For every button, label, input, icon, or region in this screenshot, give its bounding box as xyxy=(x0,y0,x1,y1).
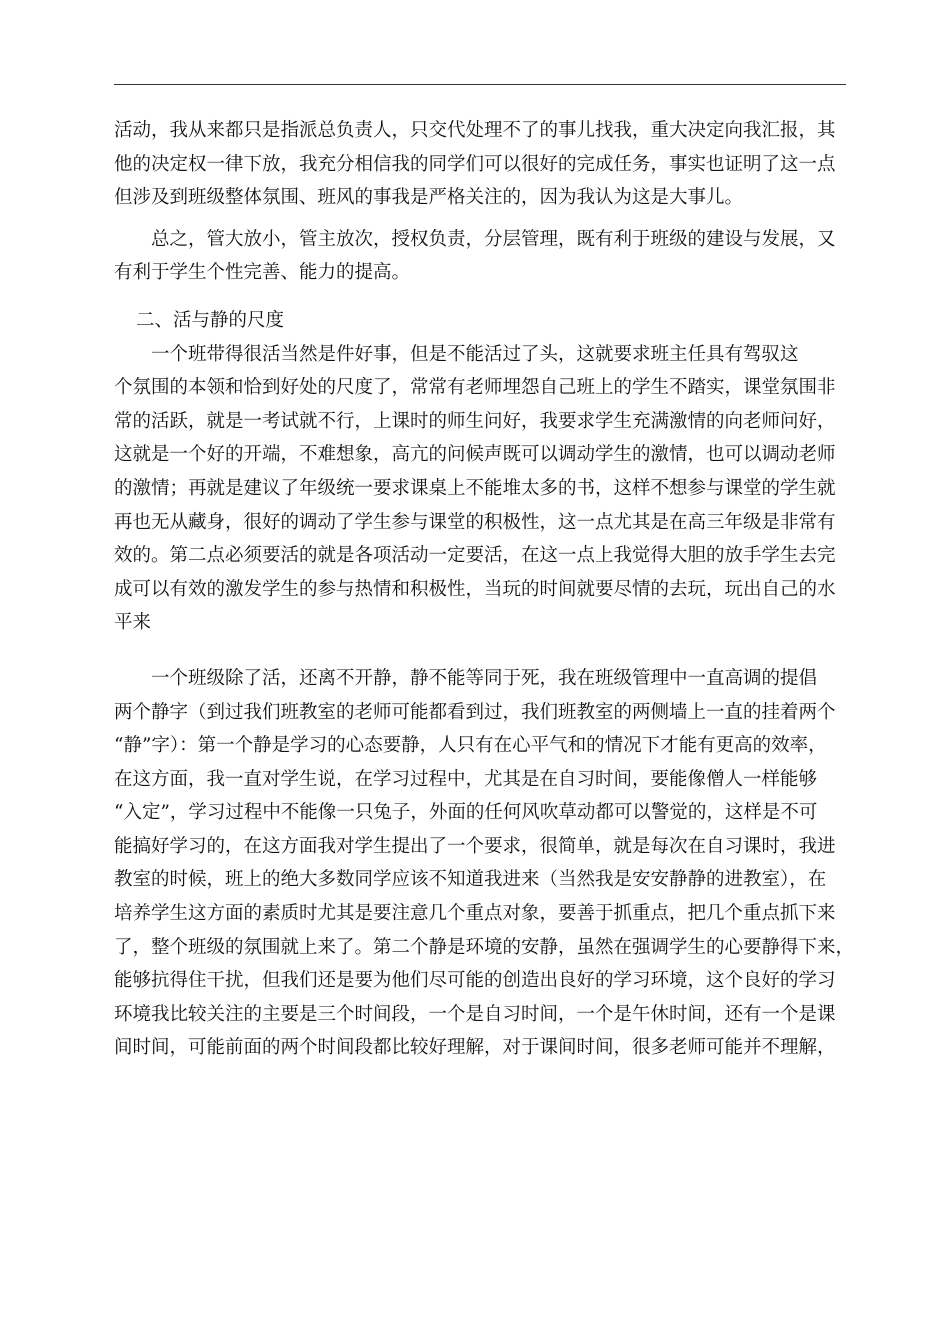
text-line: 总之，管大放小，管主放次，授权负责，分层管理，既有利于班级的建设与发展，又 xyxy=(114,228,836,250)
text-line: 活动，我从来都只是指派总负责人，只交代处理不了的事儿找我，重大决定向我汇报，其 xyxy=(114,120,836,141)
text-line: 但涉及到班级整体氛围、班风的事我是严格关注的，因为我认为这是大事儿。 xyxy=(114,187,744,209)
text-line: 平来 xyxy=(114,612,152,634)
text-line: 教室的时候，班上的绝大多数同学应该不知道我进来（当然我是安安静静的进教室），在 xyxy=(114,869,827,891)
text-line: 的激情；再就是建议了年级统一要求课桌上不能堆太多的书，这样不想参与课堂的学生就 xyxy=(114,477,836,499)
text-line: 一个班带得很活当然是件好事，但是不能活过了头，这就要求班主任具有驾驭这 xyxy=(114,343,799,365)
text-line: “静”字）：第一个静是学习的心态要静，人只有在心平气和的情况下才能有更高的效率， xyxy=(114,735,827,757)
header-rule xyxy=(114,84,846,85)
text-line: 个氛围的本领和恰到好处的尺度了，常常有老师埋怨自己班上的学生不踏实，课堂氛围非 xyxy=(114,377,836,399)
text-line: 培养学生这方面的素质时尤其是要注意几个重点对象，要善于抓重点，把几个重点抓下来 xyxy=(114,903,836,925)
paragraph-4 xyxy=(114,662,855,1065)
text-line: 了，整个班级的氛围就上来了。第二个静是环境的安静，虽然在强调学生的心要静得下来， xyxy=(114,936,855,958)
text-line: 间时间，可能前面的两个时间段都比较好理解，对于课间时间，很多老师可能并不理解， xyxy=(114,1037,836,1059)
paragraph-2 xyxy=(114,223,852,290)
text-line: 效的。第二点必须要活的就是各项活动一定要活，在这一点上我觉得大胆的放手学生去完 xyxy=(114,545,836,567)
text-line: 能搞好学习的，在这方面我对学生提出了一个要求，很简单，就是每次在自习课时，我进 xyxy=(114,835,836,857)
text-line: 一个班级除了活，还离不开静，静不能等同于死，我在班级管理中一直高调的提倡 xyxy=(114,667,818,689)
text-line: “入定”，学习过程中不能像一只兔子，外面的任何风吹草动都可以警觉的，这样是不可 xyxy=(114,802,818,824)
text-line: 常的活跃，就是一考试就不行，上课时的师生问好，我要求学生充满激情的向老师问好， xyxy=(114,410,836,432)
text-line: 这就是一个好的开端，不难想象，高亢的问候声既可以调动学生的激情，也可以调动老师 xyxy=(114,444,836,466)
text-line: 有利于学生个性完善、能力的提高。 xyxy=(114,262,411,284)
text-line: 两个静字（到过我们班教室的老师可能都看到过，我们班教室的两侧墙上一直的挂着两个 xyxy=(114,701,836,723)
document-body xyxy=(114,114,855,1065)
text-line: 在这方面，我一直对学生说，在学习过程中，尤其是在自习时间，要能像僧人一样能够 xyxy=(114,768,818,790)
paragraph-1 xyxy=(114,114,852,215)
section-heading: 二、活与静的尺度 xyxy=(136,309,285,331)
text-line: 环境我比较关注的主要是三个时间段，一个是自习时间，一个是午休时间，还有一个是课 xyxy=(114,1003,836,1025)
text-line: 再也无从藏身，很好的调动了学生参与课堂的积极性，这一点尤其是在高三年级是非常有 xyxy=(114,511,836,533)
text-line: 成可以有效的激发学生的参与热情和积极性，当玩的时间就要尽情的去玩，玩出自己的水 xyxy=(114,578,836,600)
text-line: 能够抗得住干扰，但我们还是要为他们尽可能的创造出良好的学习环境，这个良好的学习 xyxy=(114,970,836,992)
paragraph-3 xyxy=(114,338,852,640)
text-line: 他的决定权一律下放，我充分相信我的同学们可以很好的完成任务，事实也证明了这一点 xyxy=(114,153,836,175)
